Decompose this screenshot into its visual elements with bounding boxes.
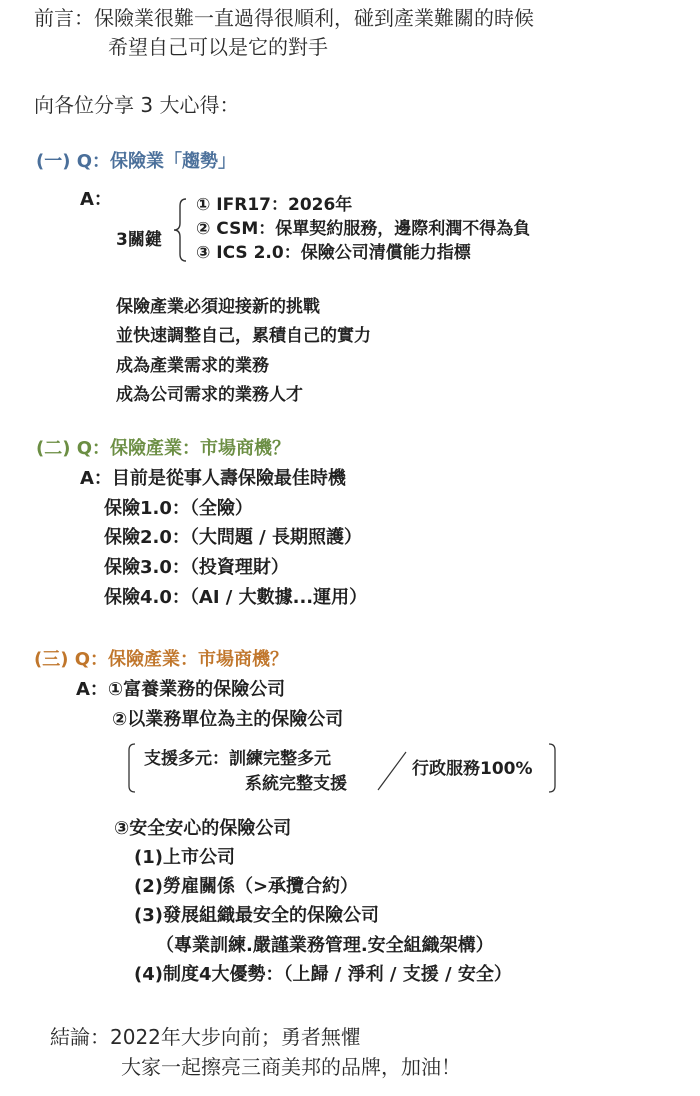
section-1-answer-label: A：	[80, 189, 112, 210]
section-2-answer: A：目前是從事人壽保險最佳時機	[80, 468, 346, 489]
sub-item-4: (4)制度4大優勢：（上歸 / 淨利 / 支援 / 安全）	[134, 964, 512, 985]
support-line-2: 系統完整支援	[245, 774, 347, 794]
point-1: 保險產業必須迎接新的挑戰	[116, 297, 320, 317]
support-line-1: 支援多元：訓練完整多元	[144, 749, 331, 769]
point-2: 並快速調整自己，累積自己的實力	[116, 326, 371, 346]
conclusion-line-2: 大家一起擦亮三商美邦的品牌，加油！	[121, 1055, 461, 1079]
sub-item-1: (1)上市公司	[134, 847, 235, 868]
section-3-title: (三) Q：保險產業：市場商機？	[34, 649, 289, 670]
section-2-title: (二) Q：保險產業：市場商機？	[36, 438, 291, 459]
section-1-title: (一) Q：保險業「趨勢」	[36, 151, 237, 172]
insurance-item-4: 保險4.0：（AI / 大數據...運用）	[104, 587, 368, 608]
insurance-item-3: 保險3.0：（投資理財）	[104, 557, 289, 578]
intro-line-1: 前言：保險業很難一直過得很順利，碰到產業難關的時候	[34, 6, 534, 30]
slash-divider	[374, 748, 410, 794]
admin-service: 行政服務100%	[412, 759, 533, 779]
point-4: 成為公司需求的業務人才	[116, 385, 303, 405]
intro-line-2: 希望自己可以是它的對手	[108, 35, 328, 59]
section-3-answer-3: ③安全安心的保險公司	[114, 818, 292, 839]
key-item-2: ② CSM：保單契約服務，邊際利潤不得為負	[196, 219, 531, 239]
right-square-bracket	[546, 742, 558, 794]
section-3-answer-1: A：①富養業務的保險公司	[76, 679, 286, 700]
key-item-1: ① IFR17：2026年	[196, 195, 353, 215]
conclusion-line-1: 結論：2022年大步向前；勇者無懼	[50, 1025, 361, 1049]
sub-item-3: (3)發展組織最安全的保險公司	[134, 905, 379, 926]
share-heading: 向各位分享 3 大心得：	[34, 93, 240, 117]
insurance-item-1: 保險1.0：（全險）	[104, 498, 253, 519]
key-item-3: ③ ICS 2.0：保險公司清償能力指標	[196, 243, 471, 263]
left-square-bracket	[126, 742, 138, 794]
sub-item-2: (2)勞雇關係（>承攬合約）	[134, 876, 359, 897]
point-3: 成為產業需求的業務	[116, 356, 269, 376]
sub-item-3-detail: （專業訓練.嚴謹業務管理.安全組織架構）	[156, 935, 494, 956]
key-label: 3關鍵	[116, 230, 162, 250]
left-curly-brace	[170, 197, 190, 263]
section-3-answer-2: ②以業務單位為主的保險公司	[112, 709, 344, 730]
insurance-item-2: 保險2.0：（大問題 / 長期照護）	[104, 527, 362, 548]
